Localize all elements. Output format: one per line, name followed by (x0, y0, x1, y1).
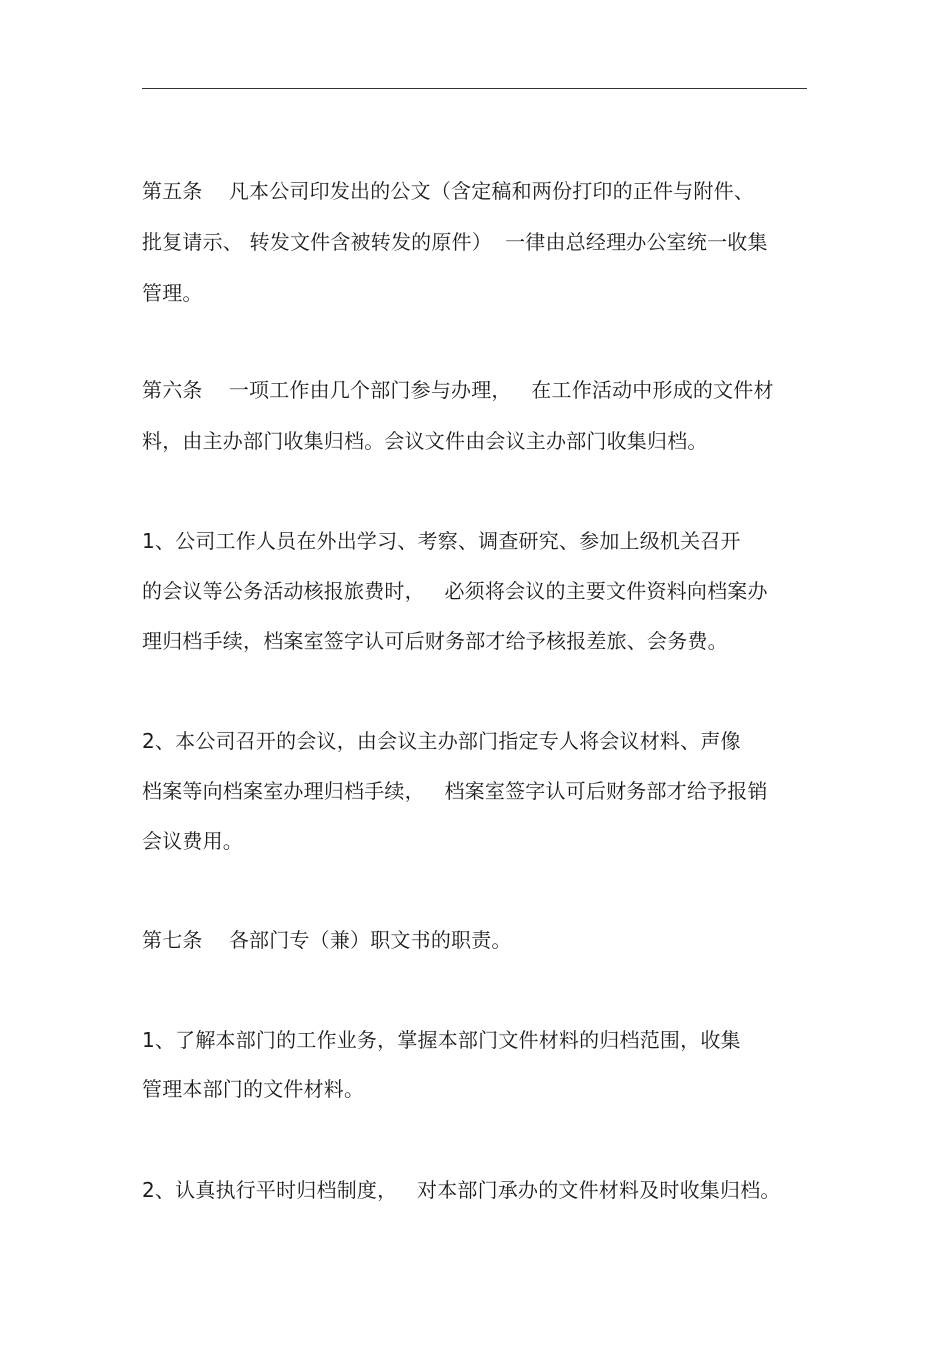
text-line: 管理。 (142, 281, 203, 305)
text-line: 2、本公司召开的会议，由会议主办部门指定专人将会议材料、声像 (142, 729, 741, 753)
text-line: 料，由主办部门收集归档。会议文件由会议主办部门收集归档。 (142, 429, 708, 453)
text-line: 1、了解本部门的工作业务，掌握本部门文件材料的归档范围，收集 (142, 1028, 741, 1052)
text-line: 2、认真执行平时归档制度， 对本部门承办的文件材料及时收集归档。 (142, 1178, 781, 1202)
text-line: 第七条 各部门专（兼）职文书的职责。 (142, 928, 512, 952)
text-line: 理归档手续，档案室签字认可后财务部才给予核报差旅、会务费。 (142, 629, 728, 653)
text-line: 第六条 一项工作由几个部门参与办理， 在工作活动中形成的文件材 (142, 378, 774, 402)
text-line: 档案等向档案室办理归档手续， 档案室签字认可后财务部才给予报销 (142, 779, 768, 803)
header-rule (142, 88, 807, 89)
text-line: 的会议等公务活动核报旅费时， 必须将会议的主要文件资料向档案办 (142, 579, 768, 603)
text-line: 1、公司工作人员在外出学习、考察、调查研究、参加上级机关召开 (142, 529, 741, 553)
text-line: 会议费用。 (142, 829, 243, 853)
text-line: 第五条 凡本公司印发出的公文（含定稿和两份打印的正件与附件、 (142, 179, 755, 203)
text-line: 管理本部门的文件材料。 (142, 1077, 365, 1101)
text-line: 批复请示、 转发文件含被转发的原件） 一律由总经理办公室统一收集 (142, 230, 768, 254)
